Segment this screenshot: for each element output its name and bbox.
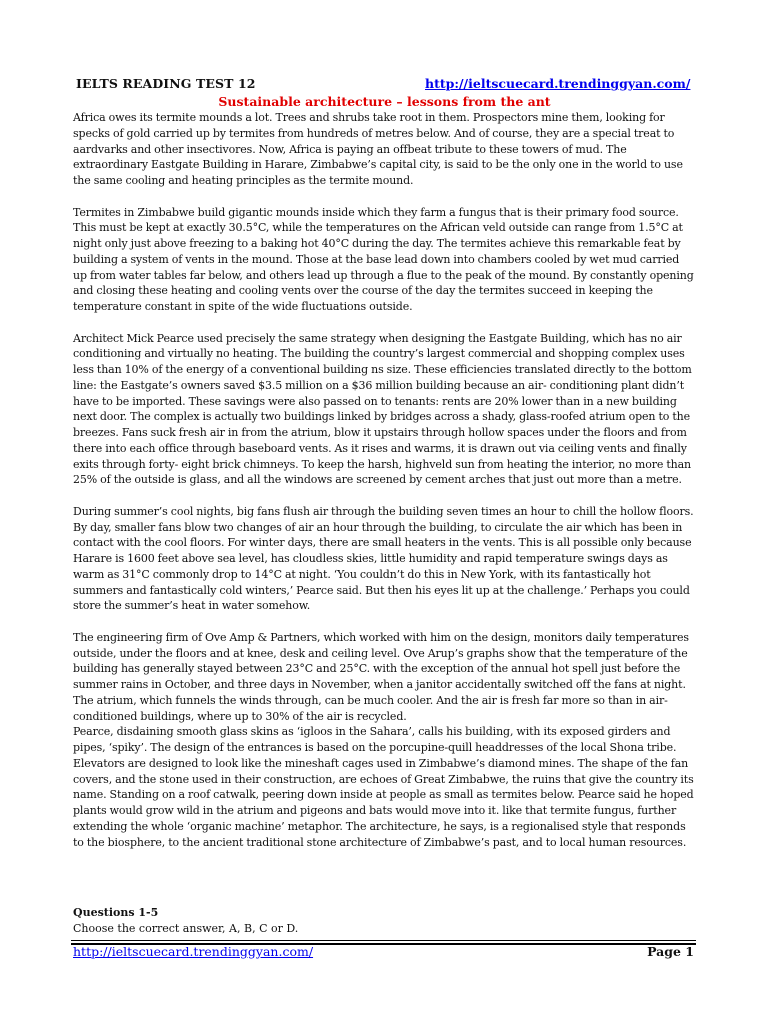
paragraph-2: Termites in Zimbabwe build gigantic mounds inside which they farm a fungus that is their primary food source. This must be kept at exactly 30.5°C, while the temperatures on the African veld outside can range from 1.5°C at night only just above freezing to a baking hot 40°C during the day. The termites achieve this remarkable feat by building a system of vents in the mound. Those at the base lead down into chambers cooled by wet mud carried up from water tables far below, and others lead up through a flue to the peak of the mound. By constantly opening and closing these heating and cooling vents over the course of the day the termites succeed in keeping the temperature constant in spite of the wide fluctuations outside. bbox=[73, 205, 694, 313]
paragraph-5: The engineering firm of Ove Amp & Partners, which worked with him on the design, monitors daily temperatures outside, under the floors and at knee, desk and ceiling level. Ove Arup’s graphs show that the temperature of the building has generally stayed between 23°C and 25°C. with the exception of the annual hot spell just before the summer rains in October, and three days in November, when a janitor accidentally switched off the fans at night. The atrium, which funnels the winds through, can be much cooler. And the air is fresh far more so than in air-conditioned buildings, where up to 30% of the air is recycled. bbox=[73, 630, 689, 723]
paragraph-1: Africa owes its termite mounds a lot. Trees and shrubs take root in them. Prospectors mine them, looking for specks of gold carried up by termites from hundreds of metres below. And of course, they are a special treat to aardvarks and other insectivores. Now, Africa is paying an offbeat tribute to these towers of mud. The extraordinary Eastgate Building in Harare, Zimbabwe’s capital city, is said to be the only one in the world to use the same cooling and heating principles as the termite mound. bbox=[73, 111, 683, 187]
questions-heading: Questions 1-5 bbox=[73, 906, 159, 919]
questions-instruction: Choose the correct answer, A, B, C or D. bbox=[73, 922, 299, 935]
test-title: IELTS READING TEST 12 bbox=[76, 76, 256, 91]
page-footer bbox=[71, 932, 696, 962]
header-website-link[interactable]: http://ieltscuecard.trendinggyan.com/ bbox=[425, 76, 691, 91]
page-header bbox=[73, 76, 696, 96]
article-title: Sustainable architecture – lessons from the ant bbox=[218, 94, 551, 109]
article-body bbox=[73, 110, 696, 866]
paragraph-6: Pearce, disdaining smooth glass skins as ‘igloos in the Sahara’, calls his building, with its exposed girders and pipes, ‘spiky’. The design of the entrances is based on the porcupine-quill headdresses of the local Shona tribe. Elevators are designed to look like the mineshaft cages used in Zimbabwe’s diamond mines. The shape of the fan covers, and the stone used in their construction, are echoes of Great Zimbabwe, the ruins that give the country its name. Standing on a roof catwalk, peering down inside at people as small as termites below. Pearce said he hoped plants would grow wild in the atrium and pigeons and bats would move into it. like that termite fungus, further extending the whole ‘organic machine’ metaphor. The architecture, he says, is a regionalised style that responds to the biosphere, to the ancient traditional stone architecture of Zimbabwe’s past, and to local human resources. bbox=[73, 725, 694, 849]
footer-divider-thin bbox=[71, 940, 696, 941]
paragraph-3: Architect Mick Pearce used precisely the same strategy when designing the Eastgate Building, which has no air conditioning and virtually no heating. The building the country’s largest commercial and shopping complex uses less than 10% of the energy of a conventional building ns size. These efficiencies translated directly to the bottom line: the Eastgate’s owners saved $3.5 million on a $36 million building because an air- conditioning plant didn’t have to be imported. These savings were also passed on to tenants: rents are 20% lower than in a new building next door. The complex is actually two buildings linked by bridges across a shady, glass-roofed atrium open to the breezes. Fans suck fresh air in from the atrium, blow it upstairs through hollow spaces under the floors and from there into each office through baseboard vents. As it rises and warms, it is drawn out via ceiling vents and finally exits through forty- eight brick chimneys. To keep the harsh, highveld sun from heating the interior, no more than 25% of the outside is glass, and all the windows are screened by cement arches that just out more than a metre. bbox=[73, 331, 692, 487]
footer-website-link[interactable]: http://ieltscuecard.trendinggyan.com/ bbox=[73, 944, 314, 959]
document-page bbox=[73, 0, 696, 1024]
paragraph-4: During summer’s cool nights, big fans flush air through the building seven times an hour to chill the hollow floors. By day, smaller fans blow two changes of air an hour through the building, to circulate the air which has been in contact with the cool floors. For winter days, there are small heaters in the vents. This is all possible only because Harare is 1600 feet above sea level, has cloudless skies, little humidity and rapid temperature swings days as warm as 31°C commonly drop to 14°C at night. ‘You couldn’t do this in New York, with its fantastically hot summers and fantastically cold winters,’ Pearce said. But then his eyes lit up at the challenge.’ Perhaps you could store the summer’s heat in water somehow. bbox=[73, 504, 694, 613]
page-number: Page 1 bbox=[647, 944, 694, 959]
